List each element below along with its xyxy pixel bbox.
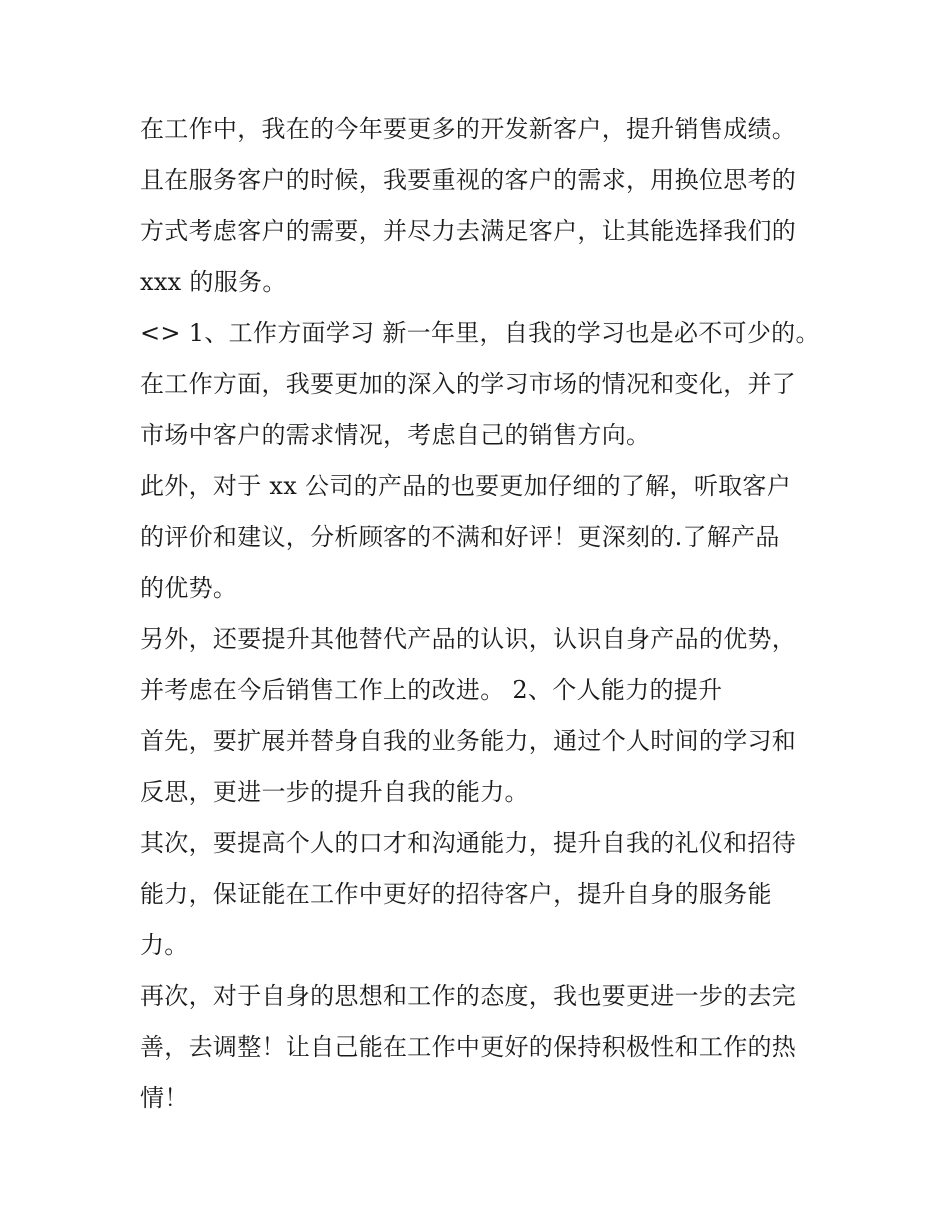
text-line: 的优势。	[140, 574, 238, 602]
text-line: 的评价和建议，分析顾客的不满和好评！更深刻的.了解产品	[140, 523, 780, 551]
text-line: 情！	[140, 1084, 189, 1112]
document-body	[140, 104, 820, 1124]
text-line: xxx 的服务。	[140, 268, 287, 296]
text-line: 市场中客户的需求情况，考虑自己的销售方向。	[140, 421, 651, 449]
text-line: 首先，要扩展并替身自我的业务能力，通过个人时间的学习和	[140, 727, 797, 755]
text-line: 反思，更进一步的提升自我的能力。	[140, 778, 529, 806]
text-line: 其次，要提高个人的口才和沟通能力，提升自我的礼仪和招待	[140, 829, 797, 857]
text-line: 力。	[140, 931, 189, 959]
text-line: 能力，保证能在工作中更好的招待客户，提升自身的服务能	[140, 880, 772, 908]
text-line: 善，去调整！让自己能在工作中更好的保持积极性和工作的热	[140, 1033, 797, 1061]
text-line: 此外，对于 xx 公司的产品的也要更加仔细的了解，听取客户	[140, 472, 792, 500]
text-line: 方式考虑客户的需要，并尽力去满足客户，让其能选择我们的	[140, 217, 797, 245]
text-line: 在工作中，我在的今年要更多的开发新客户，提升销售成绩。	[140, 115, 797, 143]
text-line: 再次，对于自身的思想和工作的态度，我也要更进一步的去完	[140, 982, 797, 1010]
text-line: 且在服务客户的时候，我要重视的客户的需求，用换位思考的	[140, 166, 797, 194]
text-line: 并考虑在今后销售工作上的改进。 2、个人能力的提升	[140, 676, 723, 704]
text-line: <> 1、工作方面学习 新一年里，自我的学习也是必不可少的。	[140, 319, 820, 347]
text-line: 在工作方面，我要更加的深入的学习市场的情况和变化，并了	[140, 370, 797, 398]
text-line: 另外，还要提升其他替代产品的认识，认识自身产品的优势，	[140, 625, 797, 653]
